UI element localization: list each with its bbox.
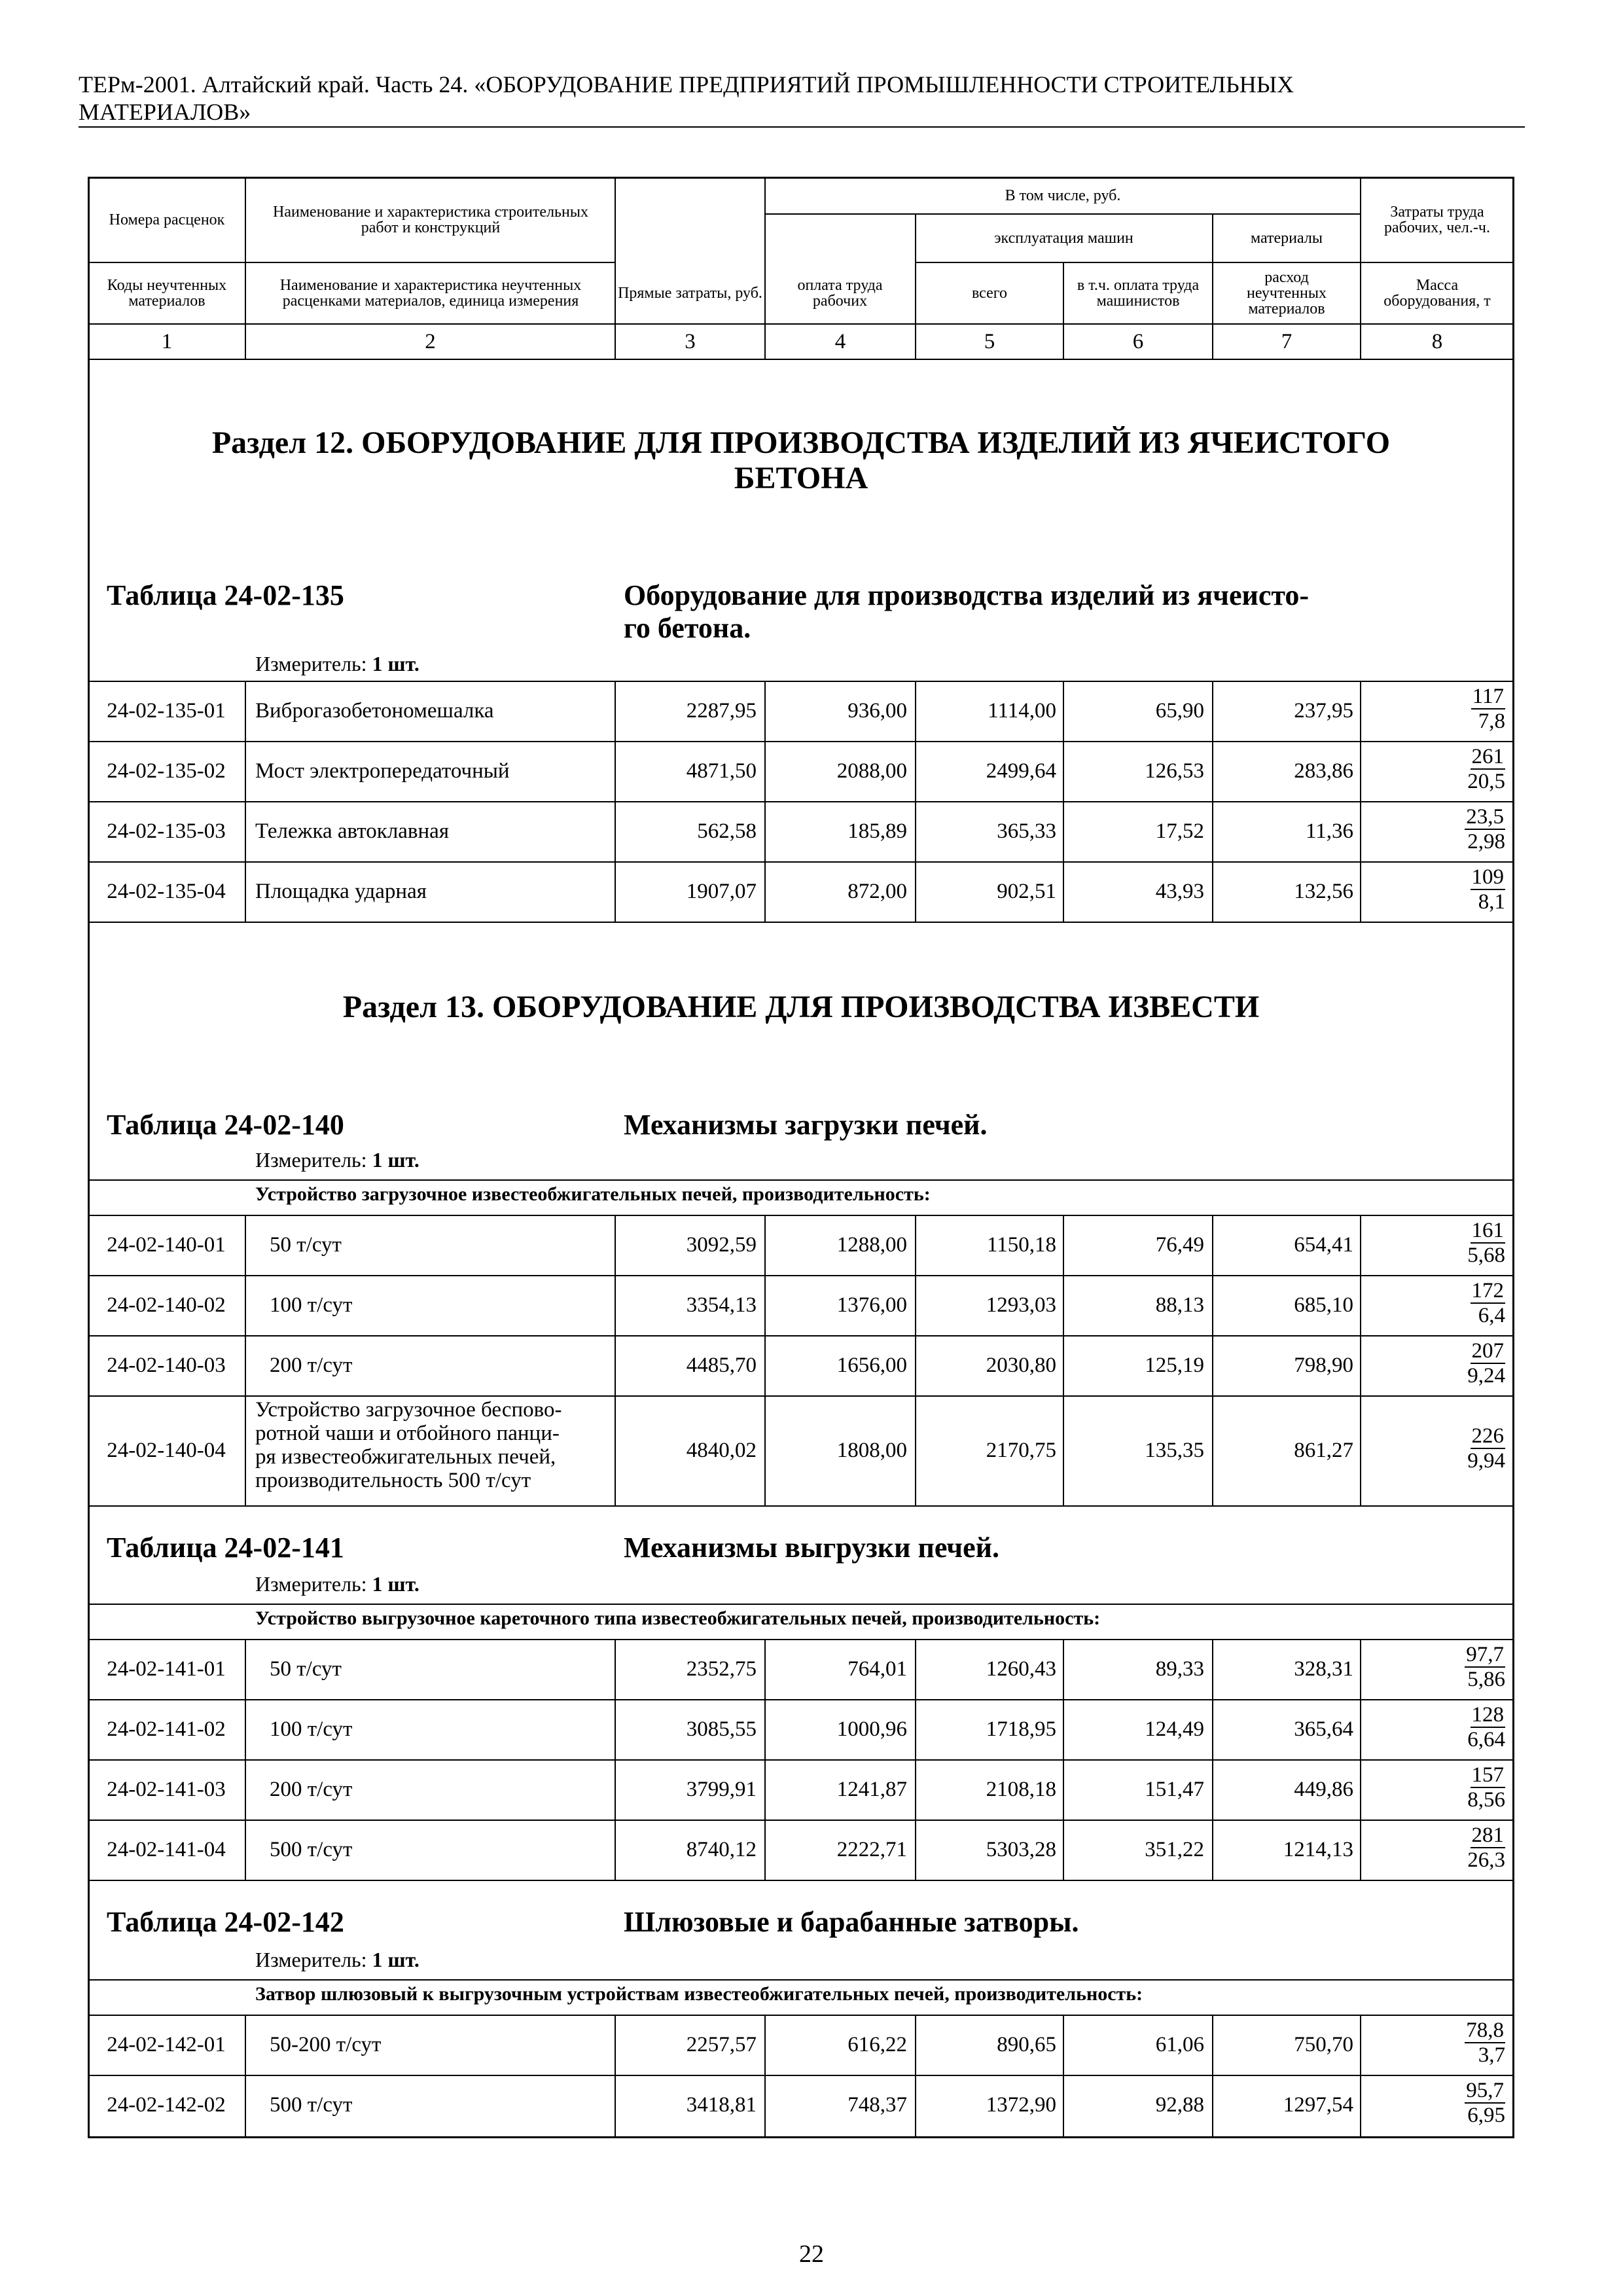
table-140-title: Механизмы загрузки печей. <box>624 1109 988 1141</box>
labor-pay: 185,89 <box>847 819 907 843</box>
col-num-6: 6 <box>1132 330 1144 353</box>
labor-hours: 95,7 <box>1466 2079 1504 2102</box>
t135-rule-2 <box>88 801 1514 802</box>
direct-cost: 4840,02 <box>686 1439 757 1462</box>
machines-total: 1293,03 <box>986 1293 1056 1317</box>
table-135-title-line1: Оборудование для производства изделий из ячеисто- <box>624 579 1310 611</box>
hdr-col4: оплата труда рабочих <box>797 277 883 310</box>
labor-pay: 872,00 <box>847 880 907 903</box>
machines-total: 1372,90 <box>986 2093 1056 2117</box>
t141-rule-4 <box>88 1880 1514 1881</box>
section-12-title <box>88 425 1514 496</box>
row-name-line: ря известеобжигательных печей, <box>255 1445 556 1469</box>
hdr-col8-top: Затраты труда рабочих, чел.-ч. <box>1384 204 1490 236</box>
machines-total: 890,65 <box>997 2033 1056 2056</box>
row-code: 24-02-141-01 <box>107 1657 226 1681</box>
machinists-pay: 124,49 <box>1145 1717 1204 1741</box>
col-num-7: 7 <box>1281 330 1293 353</box>
header-line-2: МАТЕРИАЛОВ» <box>79 99 251 125</box>
t135-vline-2 <box>615 681 616 922</box>
labor-mass-fraction <box>1427 1763 1505 1812</box>
running-header <box>79 71 1525 126</box>
labor-pay: 1241,87 <box>836 1778 907 1801</box>
row-code: 24-02-140-03 <box>107 1354 226 1377</box>
labor-mass-fraction <box>1427 1219 1505 1267</box>
hdr-col7: расход неучтенных материалов <box>1247 269 1327 317</box>
table-135-measure <box>255 652 419 675</box>
header-rule <box>79 126 1525 128</box>
row-code: 24-02-135-03 <box>107 819 226 843</box>
direct-cost: 4871,50 <box>686 759 757 783</box>
equipment-mass: 8,1 <box>1478 890 1505 914</box>
machines-total: 1718,95 <box>986 1717 1056 1741</box>
materials-cost: 449,86 <box>1294 1778 1353 1801</box>
materials-cost: 237,95 <box>1294 699 1353 723</box>
labor-mass-fraction <box>1427 1339 1505 1388</box>
t140-rule-group-top <box>88 1179 1514 1181</box>
labor-pay: 2088,00 <box>836 759 907 783</box>
t135-rule-3 <box>88 861 1514 863</box>
direct-cost: 2287,95 <box>686 699 757 723</box>
labor-pay: 1000,96 <box>836 1717 907 1741</box>
t141-vline-7 <box>1360 1639 1361 1880</box>
labor-pay: 936,00 <box>847 699 907 723</box>
direct-cost: 562,58 <box>697 819 757 843</box>
machinists-pay: 61,06 <box>1155 2033 1204 2056</box>
row-code: 24-02-135-01 <box>107 699 226 723</box>
labor-hours: 157 <box>1471 1763 1504 1787</box>
table-140-group: Устройство загрузочное известеобжигательных печей, производительность: <box>255 1183 931 1205</box>
labor-hours: 172 <box>1471 1279 1504 1302</box>
machinists-pay: 88,13 <box>1155 1293 1204 1317</box>
t135-rule-1 <box>88 741 1514 742</box>
labor-pay: 748,37 <box>847 2093 907 2117</box>
direct-cost: 3092,59 <box>686 1233 757 1257</box>
table-141-measure <box>255 1572 419 1596</box>
row-name: 50 т/сут <box>270 1233 342 1257</box>
row-name: Мост электропередаточный <box>255 759 510 783</box>
table-142-measure <box>255 1948 419 1971</box>
direct-cost: 4485,70 <box>686 1354 757 1377</box>
hdr-col1-top: Номера расценок <box>109 211 225 228</box>
hdr-col5: всего <box>971 285 1008 302</box>
col-num-4: 4 <box>834 330 846 353</box>
labor-hours: 207 <box>1471 1339 1504 1363</box>
labor-pay: 616,22 <box>847 2033 907 2056</box>
machinists-pay: 89,33 <box>1155 1657 1204 1681</box>
hdr-machines: эксплуатация машин <box>994 230 1133 247</box>
t141-rule-group-top <box>88 1604 1514 1605</box>
row-name: Виброгазобетономешалка <box>255 699 494 723</box>
measure-value: 1 шт. <box>372 1572 419 1596</box>
machines-total: 5303,28 <box>986 1838 1056 1861</box>
materials-cost: 365,64 <box>1294 1717 1353 1741</box>
labor-mass-fraction <box>1427 1424 1505 1473</box>
labor-hours: 281 <box>1471 1823 1504 1847</box>
labor-hours: 161 <box>1471 1219 1504 1242</box>
measure-label: Измеритель: <box>255 1148 367 1172</box>
measure-label: Измеритель: <box>255 1572 367 1596</box>
measure-value: 1 шт. <box>372 1948 419 1971</box>
labor-mass-fraction <box>1427 685 1505 733</box>
t140-rule-3 <box>88 1395 1514 1397</box>
equipment-mass: 6,4 <box>1478 1304 1505 1327</box>
machines-total: 902,51 <box>997 880 1056 903</box>
labor-hours: 117 <box>1472 685 1504 708</box>
t140-rule-2 <box>88 1335 1514 1336</box>
direct-cost: 3799,91 <box>686 1778 757 1801</box>
section-12-title-line2: БЕТОНА <box>734 461 868 495</box>
row-code: 24-02-140-04 <box>107 1439 226 1462</box>
labor-mass-fraction <box>1427 1279 1505 1327</box>
col-num-8: 8 <box>1431 330 1443 353</box>
t135-rule-0 <box>88 681 1514 682</box>
t135-vline-1 <box>245 681 246 922</box>
machines-total: 2030,80 <box>986 1354 1056 1377</box>
table-140-number: Таблица 24-02-140 <box>107 1109 344 1141</box>
materials-cost: 1214,13 <box>1283 1838 1353 1861</box>
t140-vline-7 <box>1360 1215 1361 1505</box>
t141-rule-0 <box>88 1639 1514 1640</box>
labor-mass-fraction <box>1427 2079 1505 2127</box>
t140-rule-4 <box>88 1505 1514 1507</box>
row-code: 24-02-141-03 <box>107 1778 226 1801</box>
hdr-col6: в т.ч. оплата труда машинистов <box>1077 277 1200 310</box>
header-line-1: ТЕРм-2001. Алтайский край. Часть 24. «ОБОРУДОВАНИЕ ПРЕДПРИЯТИЙ ПРОМЫШЛЕННОСТИ СТРОИТЕЛЬНЫХ <box>79 71 1294 98</box>
table-141-title: Механизмы выгрузки печей. <box>624 1532 999 1564</box>
direct-cost: 3354,13 <box>686 1293 757 1317</box>
equipment-mass: 8,56 <box>1467 1788 1505 1812</box>
hdr-col3: Прямые затраты, руб. <box>618 285 762 302</box>
labor-pay: 1376,00 <box>836 1293 907 1317</box>
labor-mass-fraction <box>1427 805 1505 853</box>
t141-rule-3 <box>88 1820 1514 1821</box>
materials-cost: 798,90 <box>1294 1354 1353 1377</box>
t140-vline-1 <box>245 1215 246 1505</box>
direct-cost: 3085,55 <box>686 1717 757 1741</box>
direct-cost: 3418,81 <box>686 2093 757 2117</box>
row-name: 100 т/сут <box>270 1717 353 1741</box>
t141-vline-1 <box>245 1639 246 1880</box>
machines-total: 2108,18 <box>986 1778 1056 1801</box>
row-name: 500 т/сут <box>270 1838 353 1861</box>
machinists-pay: 65,90 <box>1155 699 1204 723</box>
row-code: 24-02-141-04 <box>107 1838 226 1861</box>
labor-mass-fraction <box>1427 1703 1505 1751</box>
labor-mass-fraction <box>1427 745 1505 793</box>
equipment-mass: 3,7 <box>1478 2043 1505 2067</box>
machinists-pay: 92,88 <box>1155 2093 1204 2117</box>
hdr-col1-bottom: Коды неучтенных материалов <box>107 277 227 310</box>
col-num-3: 3 <box>685 330 696 353</box>
table-140-measure <box>255 1148 419 1172</box>
section-12-title-line1: Раздел 12. ОБОРУДОВАНИЕ ДЛЯ ПРОИЗВОДСТВА ИЗДЕЛИЙ ИЗ ЯЧЕИСТОГО <box>211 425 1391 460</box>
t142-vline-7 <box>1360 2015 1361 2136</box>
machinists-pay: 135,35 <box>1145 1439 1204 1462</box>
measure-label: Измеритель: <box>255 652 367 675</box>
labor-hours: 109 <box>1471 865 1504 889</box>
equipment-mass: 6,64 <box>1467 1728 1505 1751</box>
labor-hours: 78,8 <box>1466 2018 1504 2042</box>
table-141-number: Таблица 24-02-141 <box>107 1532 344 1564</box>
table-135-title <box>624 579 1442 645</box>
labor-hours: 23,5 <box>1466 805 1504 829</box>
labor-pay: 1808,00 <box>836 1439 907 1462</box>
labor-pay: 764,01 <box>847 1657 907 1681</box>
row-name: Площадка ударная <box>255 880 427 903</box>
table-142-group: Затвор шлюзовый к выгрузочным устройствам известеобжигательных печей, производительность: <box>255 1983 1143 2005</box>
row-name-multiline <box>255 1398 609 1492</box>
col-num-2: 2 <box>425 330 436 353</box>
row-code: 24-02-135-02 <box>107 759 226 783</box>
equipment-mass: 20,5 <box>1467 770 1505 793</box>
col-num-5: 5 <box>984 330 995 353</box>
measure-label: Измеритель: <box>255 1948 367 1971</box>
row-code: 24-02-142-02 <box>107 2093 226 2117</box>
machines-total: 365,33 <box>997 819 1056 843</box>
machines-total: 2170,75 <box>986 1439 1056 1462</box>
t141-rule-1 <box>88 1699 1514 1700</box>
table-141-group: Устройство выгрузочное кареточного типа известеобжигательных печей, производительность: <box>255 1607 1101 1629</box>
row-code: 24-02-140-02 <box>107 1293 226 1317</box>
hdr-materials: материалы <box>1250 230 1323 247</box>
row-code: 24-02-141-02 <box>107 1717 226 1741</box>
table-142-number: Таблица 24-02-142 <box>107 1906 344 1938</box>
direct-cost: 1907,07 <box>686 880 757 903</box>
labor-mass-fraction <box>1427 1643 1505 1691</box>
labor-pay: 1288,00 <box>836 1233 907 1257</box>
direct-cost: 8740,12 <box>686 1838 757 1861</box>
t140-rule-0 <box>88 1215 1514 1216</box>
row-name: 100 т/сут <box>270 1293 353 1317</box>
labor-mass-fraction <box>1427 1823 1505 1872</box>
hdr-incl: В том числе, руб. <box>1005 187 1121 204</box>
hdr-col2-top: Наименование и характеристика строительных работ и конструкций <box>273 204 588 236</box>
machinists-pay: 126,53 <box>1145 759 1204 783</box>
machines-total: 2499,64 <box>986 759 1056 783</box>
row-name-line: производительность 500 т/сут <box>255 1469 531 1492</box>
row-name: 50-200 т/сут <box>270 2033 382 2056</box>
t142-rule-0 <box>88 2015 1514 2016</box>
t142-vline-1 <box>245 2015 246 2136</box>
machines-total: 1260,43 <box>986 1657 1056 1681</box>
page-number: 22 <box>799 2240 824 2268</box>
measure-value: 1 шт. <box>372 652 419 675</box>
labor-hours: 261 <box>1471 745 1504 768</box>
machinists-pay: 151,47 <box>1145 1778 1204 1801</box>
machinists-pay: 125,19 <box>1145 1354 1204 1377</box>
equipment-mass: 5,86 <box>1467 1668 1505 1691</box>
row-name: Тележка автоклавная <box>255 819 450 843</box>
table-142-title: Шлюзовые и барабанные затворы. <box>624 1906 1079 1938</box>
table-135-number: Таблица 24-02-135 <box>107 579 344 611</box>
hdr-col8-bottom: Масса оборудования, т <box>1383 277 1491 310</box>
materials-cost: 283,86 <box>1294 759 1353 783</box>
equipment-mass: 26,3 <box>1467 1848 1505 1872</box>
equipment-mass: 9,94 <box>1467 1449 1505 1473</box>
labor-mass-fraction <box>1427 2018 1505 2067</box>
direct-cost: 2257,57 <box>686 2033 757 2056</box>
row-code: 24-02-142-01 <box>107 2033 226 2056</box>
labor-hours: 128 <box>1471 1703 1504 1727</box>
machinists-pay: 351,22 <box>1145 1838 1204 1861</box>
measure-value: 1 шт. <box>372 1148 419 1172</box>
col-num-1: 1 <box>161 330 173 353</box>
t135-vline-7 <box>1360 681 1361 922</box>
machinists-pay: 43,93 <box>1155 880 1204 903</box>
equipment-mass: 2,98 <box>1467 830 1505 853</box>
hdr-col2-bottom: Наименование и характеристика неучтенных расценками материалов, единица измерения <box>279 277 582 310</box>
header-rule-nums <box>88 359 1514 360</box>
t141-rule-2 <box>88 1759 1514 1761</box>
row-code: 24-02-140-01 <box>107 1233 226 1257</box>
machines-total: 1150,18 <box>986 1233 1056 1257</box>
materials-cost: 685,10 <box>1294 1293 1353 1317</box>
labor-hours: 226 <box>1471 1424 1504 1448</box>
table-135-title-line2: го бетона. <box>624 612 751 644</box>
labor-mass-fraction <box>1427 865 1505 914</box>
materials-cost: 654,41 <box>1294 1233 1353 1257</box>
machines-total: 1114,00 <box>988 699 1056 723</box>
row-code: 24-02-135-04 <box>107 880 226 903</box>
row-name-line: Устройство загрузочное беспово- <box>255 1398 562 1422</box>
equipment-mass: 5,68 <box>1467 1244 1505 1267</box>
materials-cost: 328,31 <box>1294 1657 1353 1681</box>
machinists-pay: 17,52 <box>1155 819 1204 843</box>
machinists-pay: 76,49 <box>1155 1233 1204 1257</box>
equipment-mass: 9,24 <box>1467 1364 1505 1388</box>
t142-rule-1 <box>88 2075 1514 2076</box>
row-name: 200 т/сут <box>270 1778 353 1801</box>
t142-rule-group-top <box>88 1979 1514 1981</box>
equipment-mass: 7,8 <box>1478 709 1505 733</box>
equipment-mass: 6,95 <box>1467 2104 1505 2127</box>
row-name: 50 т/сут <box>270 1657 342 1681</box>
materials-cost: 132,56 <box>1294 880 1353 903</box>
direct-cost: 2352,75 <box>686 1657 757 1681</box>
t135-rule-4 <box>88 922 1514 923</box>
t140-rule-1 <box>88 1275 1514 1276</box>
labor-hours: 97,7 <box>1466 1643 1504 1666</box>
materials-cost: 11,36 <box>1305 819 1353 843</box>
row-name: 500 т/сут <box>270 2093 353 2117</box>
labor-pay: 1656,00 <box>836 1354 907 1377</box>
section-13-title: Раздел 13. ОБОРУДОВАНИЕ ДЛЯ ПРОИЗВОДСТВА ИЗВЕСТИ <box>342 990 1260 1024</box>
row-name-line: ротной чаши и отбойного панци- <box>255 1422 560 1445</box>
labor-pay: 2222,71 <box>836 1838 907 1861</box>
materials-cost: 861,27 <box>1294 1439 1353 1462</box>
materials-cost: 750,70 <box>1294 2033 1353 2056</box>
row-name: 200 т/сут <box>270 1354 353 1377</box>
materials-cost: 1297,54 <box>1283 2093 1353 2117</box>
